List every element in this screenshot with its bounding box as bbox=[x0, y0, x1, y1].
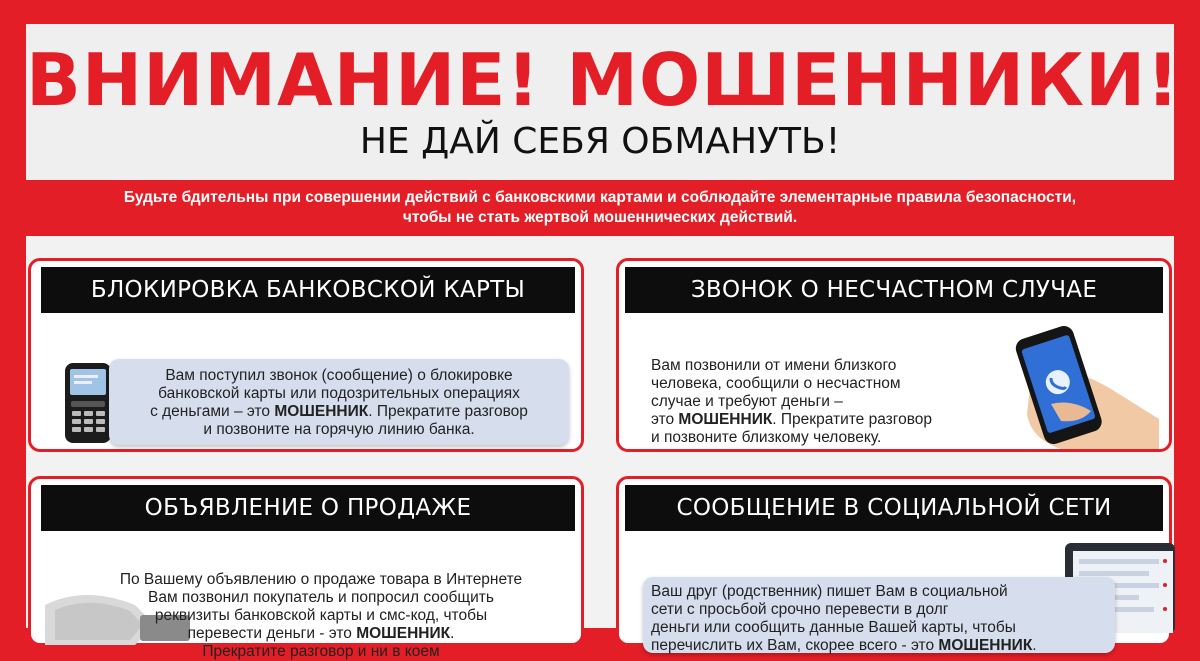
card-block-message: Вам поступил звонок (сообщение) о блокировке банковской карты или подозрительных операциях с деньгами – это МОШЕННИК. Прекратите разговор и позвоните на горячую линию банка. bbox=[109, 359, 569, 445]
card-heading: СООБЩЕНИЕ В СОЦИАЛЬНОЙ СЕТИ bbox=[625, 485, 1163, 531]
fraudster-label: МОШЕННИК bbox=[274, 403, 369, 420]
page-title: ВНИМАНИЕ! МОШЕННИКИ! bbox=[26, 38, 1181, 122]
sale-ad-message: По Вашему объявлению о продаже товара в Интернете Вам позвонил покупатель и попросил сообщить реквизиты банковской карты и смс-код, чтобы перевести деньги - это МОШЕННИК. Прекратите разговор и ни в коем bbox=[119, 571, 523, 660]
fraudster-label: МОШЕННИК bbox=[938, 637, 1033, 654]
card-heading: ЗВОНОК О НЕСЧАСТНОМ СЛУЧАЕ bbox=[625, 267, 1163, 313]
banner-line-1: Будьте бдительны при совершении действий с банковскими картами и соблюдайте элементарные правила безопасности, bbox=[123, 189, 1077, 206]
feature-phone-icon bbox=[63, 361, 115, 447]
smartphone-in-hand-icon bbox=[991, 319, 1161, 449]
banner-line-2: чтобы не стать жертвой мошеннических действий. bbox=[402, 209, 798, 226]
card-accident-call bbox=[616, 258, 1172, 452]
poster-header bbox=[26, 24, 1181, 180]
card-sale-ad bbox=[28, 476, 584, 660]
accident-call-message: Вам позвонили от имени близкого человека, сообщили о несчастном случае и требуют деньги – это МОШЕННИК. Прекратите разговор и позвоните близкому человеку. bbox=[651, 357, 932, 446]
safety-banner bbox=[26, 180, 1174, 236]
fraudster-label: МОШЕННИК bbox=[678, 411, 773, 428]
card-social-message bbox=[616, 476, 1172, 654]
card-bank-card-block bbox=[28, 258, 584, 452]
social-message-bubble: Ваш друг (родственник) пишет Вам в социальной сети с просьбой срочно перевести в долг деньги или сообщить данные Вашей карты, чтобы перечислить их Вам, скорее всего - это МОШЕННИК. bbox=[643, 577, 1115, 653]
page-subtitle: НЕ ДАЙ СЕБЯ ОБМАНУТЬ! bbox=[359, 121, 841, 162]
warning-poster bbox=[26, 24, 1181, 660]
card-heading: БЛОКИРОВКА БАНКОВСКОЙ КАРТЫ bbox=[41, 267, 575, 313]
card-heading: ОБЪЯВЛЕНИЕ О ПРОДАЖЕ bbox=[41, 485, 575, 531]
fraudster-label: МОШЕННИК bbox=[356, 625, 451, 642]
